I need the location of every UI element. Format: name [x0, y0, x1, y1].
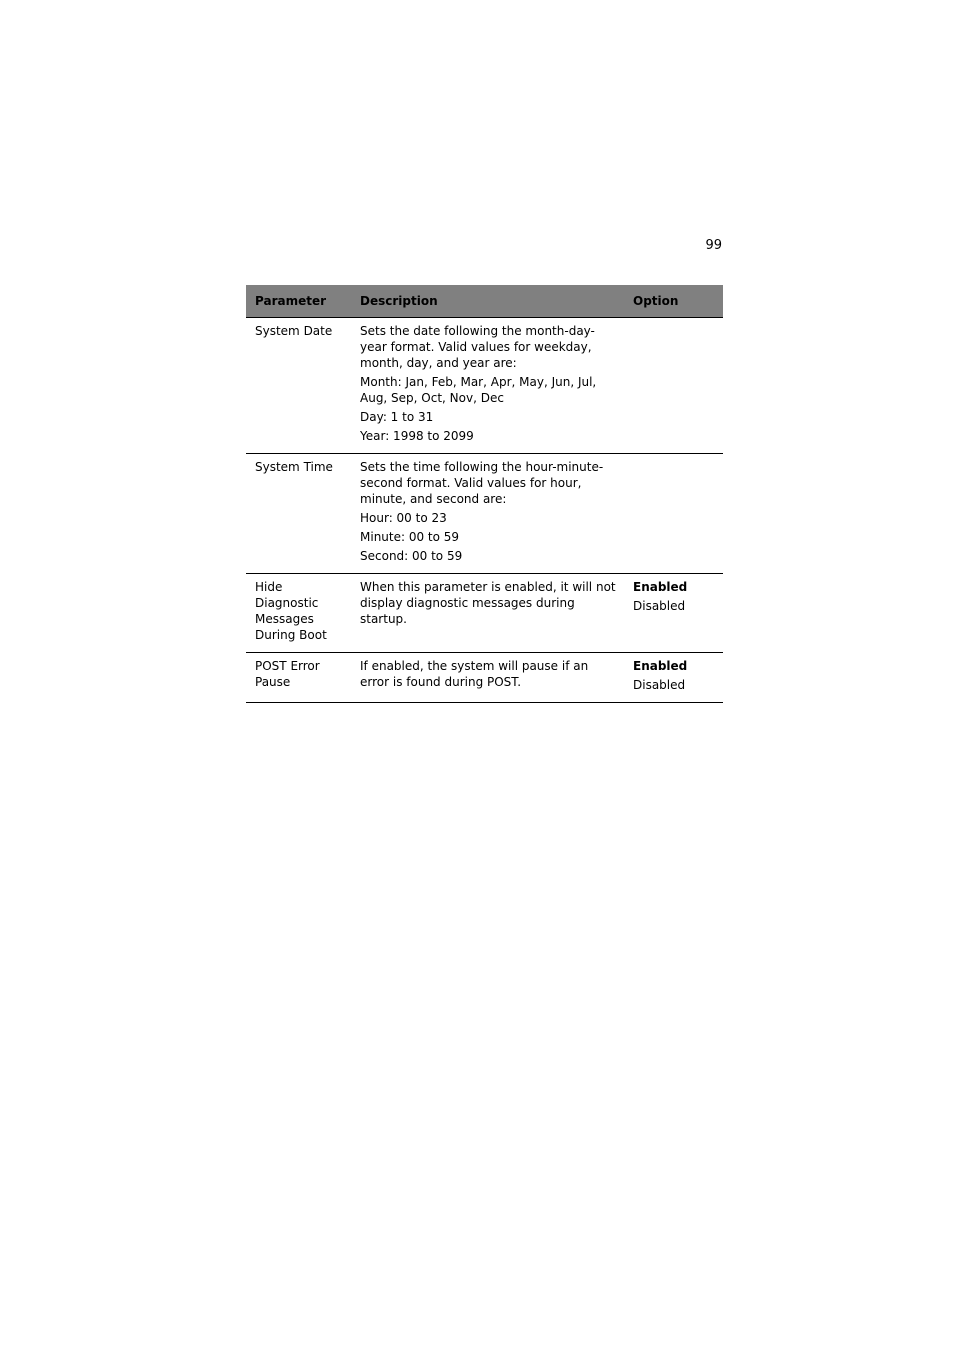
header-description: Description [351, 285, 631, 318]
parameter-description [351, 318, 631, 454]
parameter-name: System Date [246, 318, 351, 454]
description-text: If enabled, the system will pause if an error is found during POST. [360, 659, 589, 689]
description-text: Minute: 00 to 59 [360, 530, 460, 544]
parameter-name: Hide Diagnostic Messages During Boot [246, 574, 351, 653]
parameter-name: System Time [246, 454, 351, 574]
table-header-row [246, 285, 723, 318]
table-row [246, 318, 723, 454]
parameter-description [351, 454, 631, 574]
parameter-options [631, 574, 723, 653]
table-row [246, 574, 723, 653]
description-text: Second: 00 to 59 [360, 549, 463, 563]
description-text: Year: 1998 to 2099 [360, 429, 474, 443]
option-default-enabled: Enabled [633, 580, 688, 594]
parameter-options [631, 454, 723, 574]
parameter-name: POST Error Pause [246, 653, 351, 703]
header-option: Option [631, 285, 723, 318]
option-disabled: Disabled [633, 678, 686, 692]
description-text: Hour: 00 to 23 [360, 511, 447, 525]
page-number: 99 [705, 238, 722, 253]
parameter-table [246, 285, 723, 703]
parameter-description [351, 574, 631, 653]
description-text: When this parameter is enabled, it will not display diagnostic messages during startup. [360, 580, 616, 626]
parameter-description [351, 653, 631, 703]
parameter-options [631, 653, 723, 703]
description-text: Sets the time following the hour-minute-second format. Valid values for hour, minute, and second are: [360, 460, 604, 506]
option-disabled: Disabled [633, 599, 686, 613]
parameter-options [631, 318, 723, 454]
description-text: Sets the date following the month-day-year format. Valid values for weekday, month, day, and year are: [360, 324, 595, 370]
description-text: Month: Jan, Feb, Mar, Apr, May, Jun, Jul, Aug, Sep, Oct, Nov, Dec [360, 375, 597, 405]
header-parameter: Parameter [246, 285, 351, 318]
description-text: Day: 1 to 31 [360, 410, 434, 424]
option-default-enabled: Enabled [633, 659, 688, 673]
table-row [246, 454, 723, 574]
table-row [246, 653, 723, 703]
